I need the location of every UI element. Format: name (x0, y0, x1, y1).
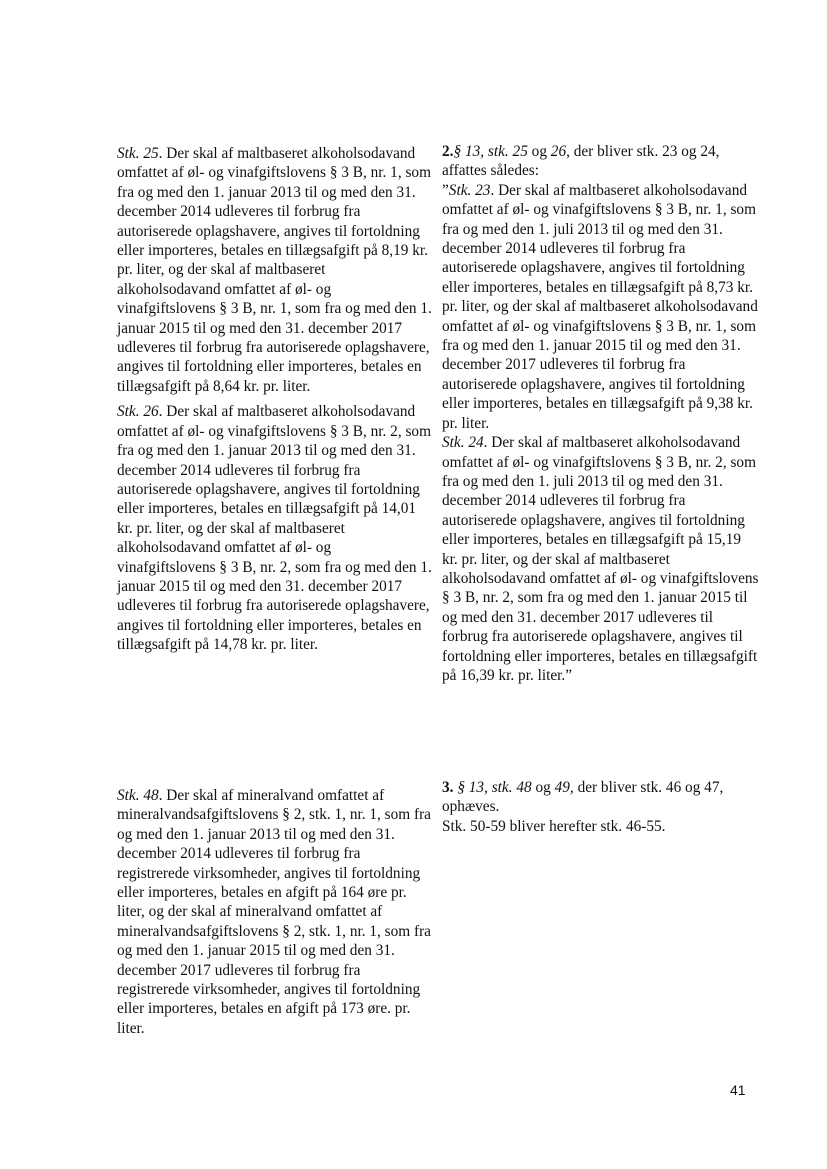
left-column-upper (117, 144, 432, 655)
section-ref-2: 49, (554, 779, 574, 796)
stk-24-paragraph (442, 433, 760, 685)
stk-label: Stk. 25 (117, 145, 159, 162)
right-column-upper (442, 142, 760, 685)
left-column-lower (117, 786, 432, 1038)
stk-23-paragraph: ”Stk. 23. Der skal af maltbaseret alkoholsodavand omfattet af øl- og vinafgiftslovens § 3 B, nr. 1, som fra og med den 1. juli 2013 til og med den 31. december 2014 udleveres til forbrug fra autoriserede oplagshavere, angives til fortoldning eller importeres, betales en tillægsafgift på 8,73 kr. pr. liter, og der skal af maltbaseret alkoholsodavand omfattet af øl- og vinafgiftslovens § 3 B, nr. 1, som fra og med den 1. januar 2015 til og med den 31. december 2017 udleveres til forbrug fra autoriserede oplagshavere, angives til fortoldning eller importeres, betales en tillægsafgift på 9,38 kr. pr. liter. (442, 181, 758, 432)
stk-26-paragraph (117, 402, 432, 654)
amendment-number: 3. (442, 779, 454, 796)
stk-25-paragraph (117, 144, 432, 396)
stk-label: Stk. 23 (448, 181, 491, 199)
right-column-lower (442, 778, 760, 836)
amendment-2-heading: 2.§ 13, stk. 25 og 26, der bliver stk. 23 og 24, affattes således: (442, 143, 720, 180)
amendment-3-heading: 3. § 13, stk. 48 og 49, der bliver stk. 46 og 47, ophæves. (442, 779, 724, 816)
paragraph-text: . Der skal af mineralvand omfattet af mineralvandsafgiftslovens § 2, stk. 1, nr. 1, som fra og med den 1. januar 2013 til og med den 31. december 2014 udleveres til forbrug fra registrerede virksomheder, angives til fortoldning eller importeres, betales en afgift på 164 øre pr. liter, og der skal af mineralvand omfattet af mineralvandsafgiftslovens § 2, stk. 1, nr. 1, som fra og med den 1. januar 2015 til og med den 31. december 2017 udleveres til forbrug fra registrerede virksomheder, angives til fortoldning eller importeres, betales en afgift på 173 øre. pr. liter. (117, 787, 431, 1037)
section-ref: § 13, stk. 48 (457, 779, 532, 796)
stk-label: Stk. 24 (442, 434, 484, 452)
paragraph-text: . Der skal af maltbaseret alkoholsodavand omfattet af øl- og vinafgiftslovens § 3 B, nr. 1, som fra og med den 1. juli 2013 til og med den 31. december 2014 udleveres til forbrug fra autoriserede oplagshavere, angives til fortoldning eller importeres, betales en tillægsafgift på 8,73 kr. pr. liter, og der skal af maltbaseret alkoholsodavand omfattet af øl- og vinafgiftslovens § 3 B, nr. 1, som fra og med den 1. januar 2015 til og med den 31. december 2017 udleveres til forbrug fra autoriserede oplagshavere, angives til fortoldning eller importeres, betales en tillægsafgift på 9,38 kr. pr. liter. (442, 181, 758, 432)
stk-label: Stk. 26 (117, 403, 159, 421)
stk-48-paragraph (117, 786, 432, 1038)
paragraph-text: . Der skal af maltbaseret alkoholsodavand omfattet af øl- og vinafgiftslovens § 3 B, nr. 1, som fra og med den 1. januar 2013 til og med den 31. december 2014 udleveres til forbrug fra autoriserede oplagshavere, angives til fortoldning eller importeres, betales en tillægsafgift på 8,19 kr. pr. liter, og der skal af maltbaseret alkoholsodavand omfattet af øl- og vinafgiftslovens § 3 B, nr. 1, som fra og med den 1. januar 2015 til og med den 31. december 2017 udleveres til forbrug fra autoriserede oplagshavere, angives til fortoldning eller importeres, betales en tillægsafgift på 8,64 kr. pr. liter. (117, 145, 432, 395)
paragraph-text: . Der skal af maltbaseret alkoholsodavand omfattet af øl- og vinafgiftslovens § 3 B, nr. 2, som fra og med den 1. juli 2013 til og med den 31. december 2014 udleveres til forbrug fra autoriserede oplagshavere, angives til fortoldning eller importeres, betales en tillægsafgift på 15,19 kr. pr. liter, og der skal af maltbaseret alkoholsodavand omfattet af øl- og vinafgiftslovens § 3 B, nr. 2, som fra og med den 1. januar 2015 til og med den 31. december 2017 udleveres til forbrug fra autoriserede oplagshavere, angives til fortoldning eller importeres, betales en tillægsafgift på 16,39 kr. pr. liter.” (442, 434, 759, 684)
paragraph-text: . Der skal af maltbaseret alkoholsodavand omfattet af øl- og vinafgiftslovens § 3 B, nr. 2, som fra og med den 1. januar 2013 til og med den 31. december 2014 udleveres til forbrug fra autoriserede oplagshavere, angives til fortoldning eller importeres, betales en tillægsafgift på 14,01 kr. pr. liter, og der skal af maltbaseret alkoholsodavand omfattet af øl- og vinafgiftslovens § 3 B, nr. 2, som fra og med den 1. januar 2015 til og med den 31. december 2017 udleveres til forbrug fra autoriserede oplagshavere, angives til fortoldning eller importeres, betales en tillægsafgift på 14,78 kr. pr. liter. (117, 403, 432, 654)
amendment-number: 2. (442, 143, 454, 160)
renumbering-note: Stk. 50-59 bliver herefter stk. 46-55. (442, 817, 666, 835)
section-ref: § 13, stk. 25 (453, 143, 528, 160)
section-ref-2: 26 (550, 143, 567, 160)
stk-label: Stk. 48 (117, 787, 159, 804)
page-number: 41 (730, 1082, 746, 1098)
